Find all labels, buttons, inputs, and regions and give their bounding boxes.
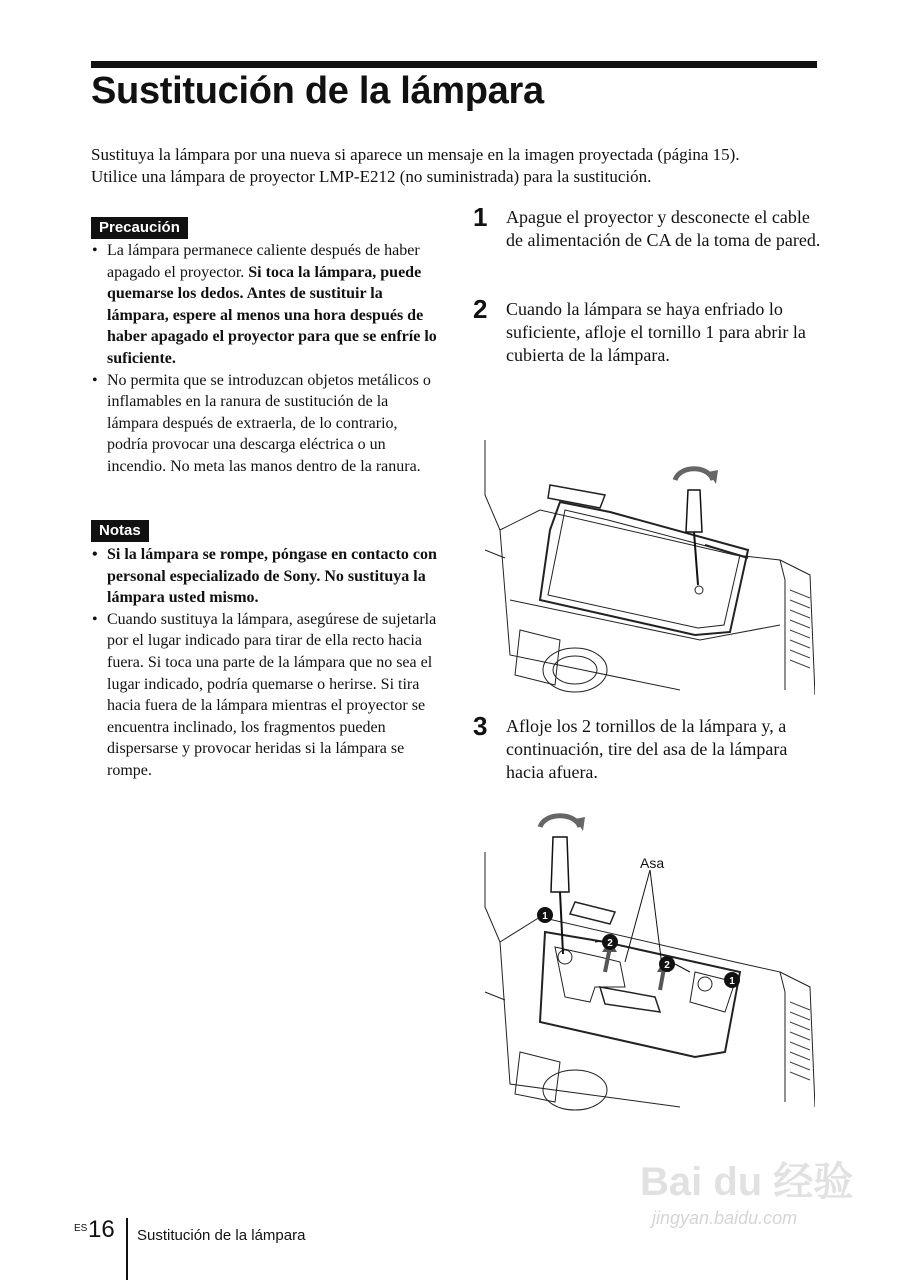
step-1 (473, 202, 823, 252)
marker-1-left-text: 1 (542, 911, 548, 922)
precaution-item-1-bold: Si toca la lámpara, puede quemarse los dedos. Antes de sustituir la lámpara, espere al menos una hora después de haber apagado el proyector para que se enfríe lo suficiente. (107, 263, 437, 367)
intro-paragraph (91, 144, 821, 188)
baidu-watermark: Bai du 经验 (640, 1160, 854, 1204)
baidu-watermark-url: jingyan.baidu.com (652, 1208, 798, 1228)
step-2 (473, 294, 823, 367)
step-3-text: Afloje los 2 tornillos de la lámpara y, a continuación, tire del asa de la lámpara hacia afuera. (506, 716, 788, 782)
step-3 (473, 711, 823, 784)
footer-divider (126, 1218, 128, 1280)
notes-label: Notas (91, 520, 149, 542)
lamp-cover-illustration (480, 440, 815, 695)
screwdriver-icon (675, 469, 718, 585)
marker-1-right-text: 1 (729, 976, 735, 987)
step-2-text: Cuando la lámpara se haya enfriado lo suficiente, afloje el tornillo 1 para abrir la cubierta de la lámpara. (506, 299, 806, 365)
marker-2-left-text: 2 (607, 938, 613, 949)
top-rule (91, 61, 817, 68)
step-1-text: Apague el proyector y desconecte el cable de alimentación de CA de la toma de pared. (506, 207, 821, 250)
precaution-item-1 (91, 240, 441, 370)
notes-list (91, 544, 441, 782)
marker-1-right (724, 972, 740, 988)
footer-section-title: Sustitución de la lámpara (137, 1227, 306, 1244)
figure-lamp-removal (480, 812, 815, 1112)
step-3-number: 3 (473, 711, 488, 741)
asa-label: Asa (640, 855, 665, 871)
lamp-removal-illustration (480, 812, 815, 1112)
footer-language: ES (74, 1223, 88, 1234)
precaution-label: Precaución (91, 217, 188, 239)
notes-item-2: • Cuando sustituya la lámpara, asegúrese de sujetarla por el lugar indicado para tirar de ella recto hacia fuera. Si toca una parte de la lámpara que no sea el lugar indicado, podría quemarse o herirse. Si tira hacia fuera de la lámpara mientras el proyector se encuentra inclinado, los fragmentos pueden dispersarse y provocar heridas si la lámpara se rompe. (91, 609, 441, 782)
step-1-number: 1 (473, 202, 488, 232)
intro-line-2: Utilice una lámpara de proyector LMP-E212 (no suministrada) para la sustitución. (91, 167, 652, 186)
page-title: Sustitución de la lámpara (91, 70, 544, 112)
precaution-item-2: • No permita que se introduzcan objetos metálicos o inflamables en la ranura de sustitución de la lámpara después de extraerla, de lo contrario, podría provocar una descarga eléctrica o un incendio. No meta las manos dentro de la ranura. (91, 370, 441, 478)
footer-page-number: 16 (88, 1216, 115, 1243)
figure-lamp-cover (480, 440, 815, 695)
intro-line-1: Sustituya la lámpara por una nueva si aparece un mensaje en la imagen proyectada (página 15). (91, 145, 740, 164)
marker-2-right (659, 956, 675, 972)
marker-2-right-text: 2 (664, 960, 670, 971)
step-2-number: 2 (473, 294, 488, 324)
precaution-list (91, 240, 441, 478)
precaution-item-1-text: La lámpara permanece caliente después de haber apagado el proyector. (107, 242, 420, 281)
marker-1-left (537, 907, 553, 923)
marker-2-left (602, 934, 618, 950)
notes-item-1: • Si la lámpara se rompe, póngase en contacto con personal especializado de Sony. No sustituya la lámpara usted mismo. (91, 544, 441, 609)
